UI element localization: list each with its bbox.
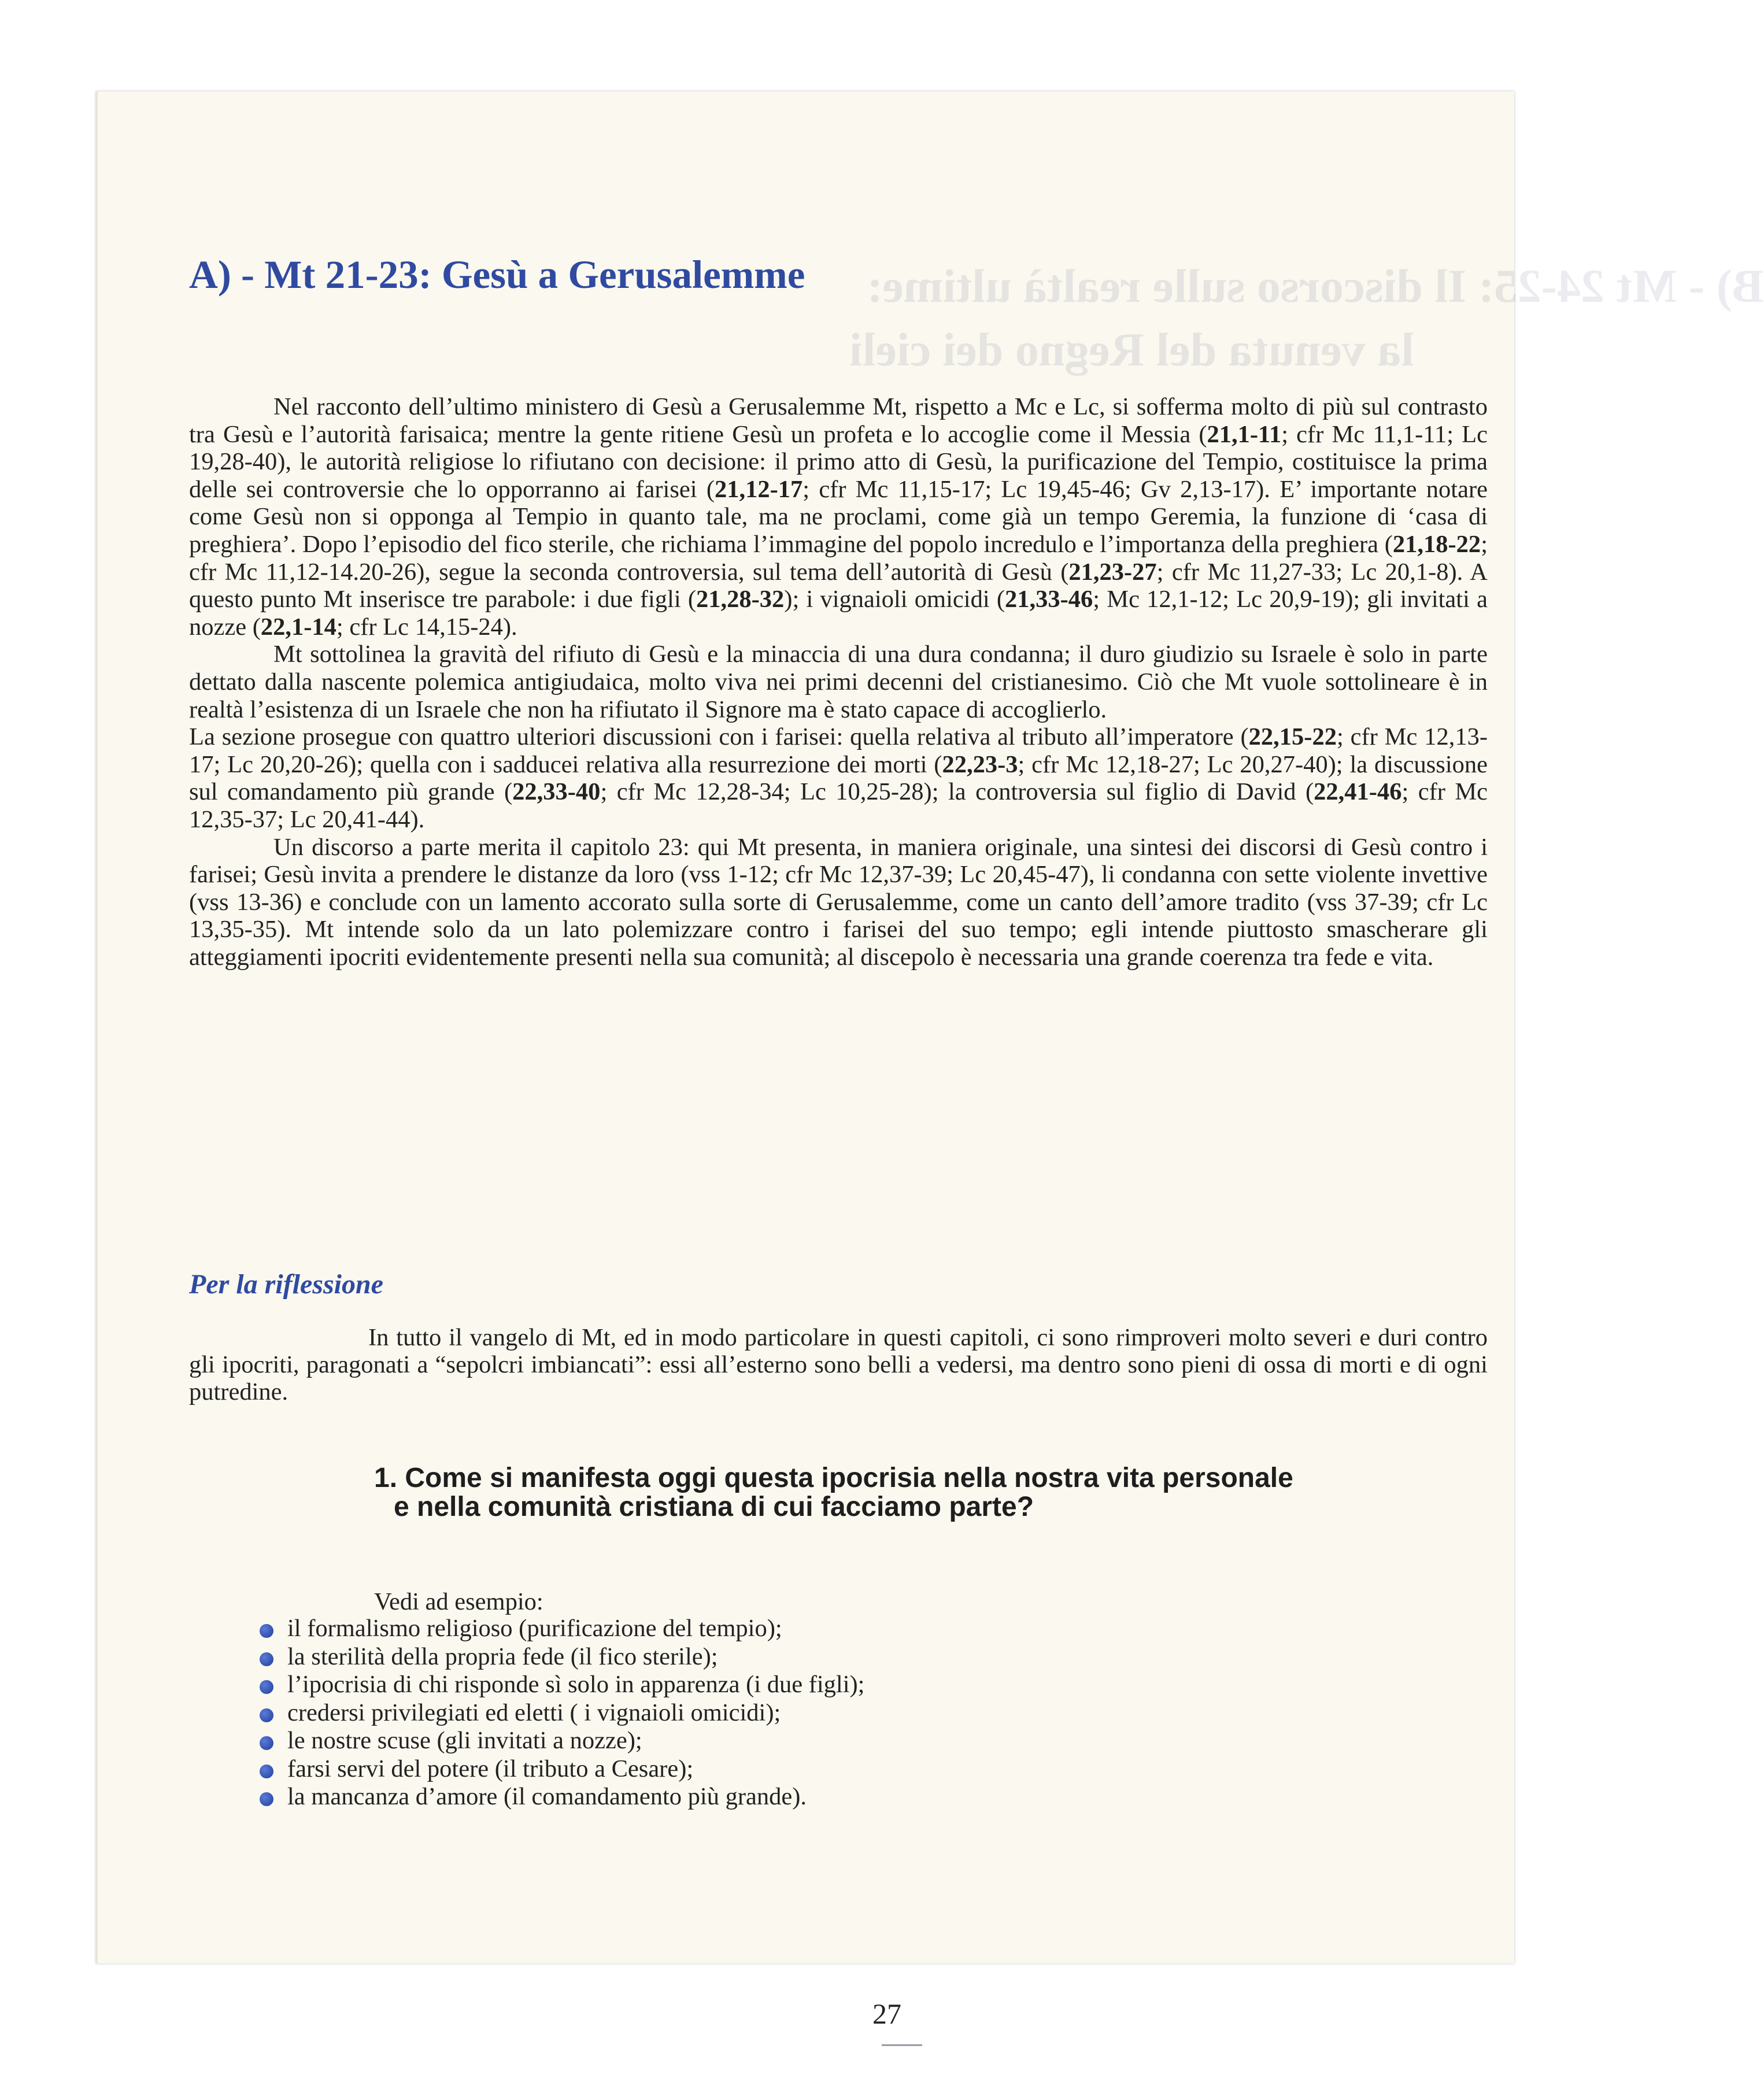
- list-item: [260, 1671, 864, 1699]
- question-line-2: e nella comunità cristiana di cui facciamo parte?: [394, 1492, 1034, 1522]
- question-line-1: 1. Come si manifesta oggi questa ipocrisia nella nostra vita personale: [374, 1463, 1293, 1493]
- page-sheet: [96, 91, 1764, 2030]
- show-through-text-line-1: B) - Mt 24-25: Il discorso sulle realtà ultime:: [867, 260, 1764, 312]
- list-item: [260, 1643, 864, 1671]
- bullet-icon: [260, 1736, 273, 1750]
- paragraph-1: Nel racconto dell’ultimo ministero di Gesù a Gerusalemme Mt, rispetto a Mc e Lc, si sofferma molto di più sul contrasto tra Gesù e l’autorità farisaica; mentre la gente ritiene Gesù un profeta e lo accoglie come il Messia (21,1-11; cfr Mc 11,1-11; Lc 19,28-40), le autorità religiose lo rifiutano con decisione: il primo atto di Gesù, la purificazione del Tempio, costituisce la prima delle sei controversie che lo opporranno ai farisei (21,12-17; cfr Mc 11,15-17; Lc 19,45-46; Gv 2,13-17). E’ importante notare come Gesù non si opponga al Tempio in quanto tale, ma ne proclami, come già un tempo Geremia, la funzione di ‘casa di preghiera’. Dopo l’episodio del fico sterile, che richiama l’immagine del popolo incredulo e l’importanza della preghiera (21,18-22; cfr Mc 11,12-14.20-26), segue la seconda controversia, sul tema dell’autorità di Gesù (21,23-27; cfr Mc 11,27-33; Lc 20,1-8). A questo punto Mt inserisce tre parabole: i due figli (21,28-32); i vignaioli omicidi (21,33-46; Mc 12,1-12; Lc 20,9-19); gli invitati a nozze (22,1-14; cfr Lc 14,15-24).: [189, 393, 1488, 641]
- list-item-text: la sterilità della propria fede (il fico sterile);: [287, 1643, 718, 1670]
- paragraph-4: Un discorso a parte merita il capitolo 23: qui Mt presenta, in maniera originale, una sintesi dei discorsi di Gesù contro i farisei; Gesù invita a prendere le distanze da loro (vss 1-12; cfr Mc 12,37-39; Lc 20,45-47), li condanna con sette violente invettive (vss 13-36) e conclude con un lamento accorato sulla sorte di Gerusalemme, come un canto dell’amore tradito (vss 37-39; cfr Lc 13,35-35). Mt intende solo da un lato polemizzare contro i farisei del suo tempo; egli intende piuttosto smascherare gli atteggiamenti ipocriti evidentemente presenti nella sua comunità; al discepolo è necessaria una grande coerenza tra fede e vita.: [189, 833, 1488, 971]
- question-heading: [374, 1464, 1293, 1522]
- list-item-text: la mancanza d’amore (il comandamento più grande).: [287, 1783, 807, 1810]
- body-text: [189, 393, 1488, 971]
- section-heading: Per la riflessione: [189, 1269, 383, 1300]
- examples-list: [260, 1615, 864, 1811]
- footer-mark: [882, 2044, 922, 2046]
- show-through-text-line-2: la venuta del Regno dei cieli: [849, 323, 1415, 376]
- list-item: [260, 1699, 864, 1727]
- bullet-icon: [260, 1680, 273, 1694]
- list-item: [260, 1783, 864, 1811]
- paragraph-2: Mt sottolinea la gravità del rifiuto di Gesù e la minaccia di una dura condanna; il duro giudizio su Israele è solo in parte dettato dalla nascente polemica antigiudaica, molto viva nei primi decenni del cristianesimo. Ciò che Mt vuole sottolineare è in realtà l’esistenza di un Israele che non ha rifiutato il Signore ma è stato capace di accoglierlo.: [189, 641, 1488, 723]
- bullet-icon: [260, 1708, 273, 1722]
- list-item-text: il formalismo religioso (purificazione del tempio);: [287, 1615, 782, 1642]
- bullet-icon: [260, 1652, 273, 1666]
- bullet-icon: [260, 1624, 273, 1638]
- list-item-text: l’ipocrisia di chi risponde sì solo in apparenza (i due figli);: [287, 1671, 865, 1698]
- bullet-icon: [260, 1764, 273, 1778]
- reflection-text: In tutto il vangelo di Mt, ed in modo particolare in questi capitoli, ci sono rimproveri molto severi e duri contro gli ipocriti, paragonati a “sepolcri imbiancati”: essi all’esterno sono belli a vedersi, ma dentro sono pieni di ossa di morti e di ogni putredine.: [189, 1324, 1488, 1405]
- list-item: [260, 1727, 864, 1755]
- list-item: [260, 1755, 864, 1784]
- list-item-text: farsi servi del potere (il tributo a Cesare);: [287, 1755, 694, 1782]
- list-item: [260, 1615, 864, 1643]
- examples-intro: Vedi ad esempio:: [374, 1588, 543, 1615]
- paragraph-3: La sezione prosegue con quattro ulteriori discussioni con i farisei: quella relativa al tributo all’imperatore (22,15-22; cfr Mc 12,13-17; Lc 20,20-26); quella con i sadducei relativa alla resurrezione dei morti (22,23-3; cfr Mc 12,18-27; Lc 20,27-40); la discussione sul comandamento più grande (22,33-40; cfr Mc 12,28-34; Lc 10,25-28); la controversia sul figlio di David (22,41-46; cfr Mc 12,35-37; Lc 20,41-44).: [189, 723, 1488, 833]
- list-item-text: credersi privilegiati ed eletti ( i vignaioli omicidi);: [287, 1699, 781, 1726]
- bullet-icon: [260, 1792, 273, 1806]
- page-number: 27: [872, 1997, 901, 2030]
- page-title: A) - Mt 21-23: Gesù a Gerusalemme: [189, 253, 805, 297]
- list-item-text: le nostre scuse (gli invitati a nozze);: [287, 1727, 642, 1754]
